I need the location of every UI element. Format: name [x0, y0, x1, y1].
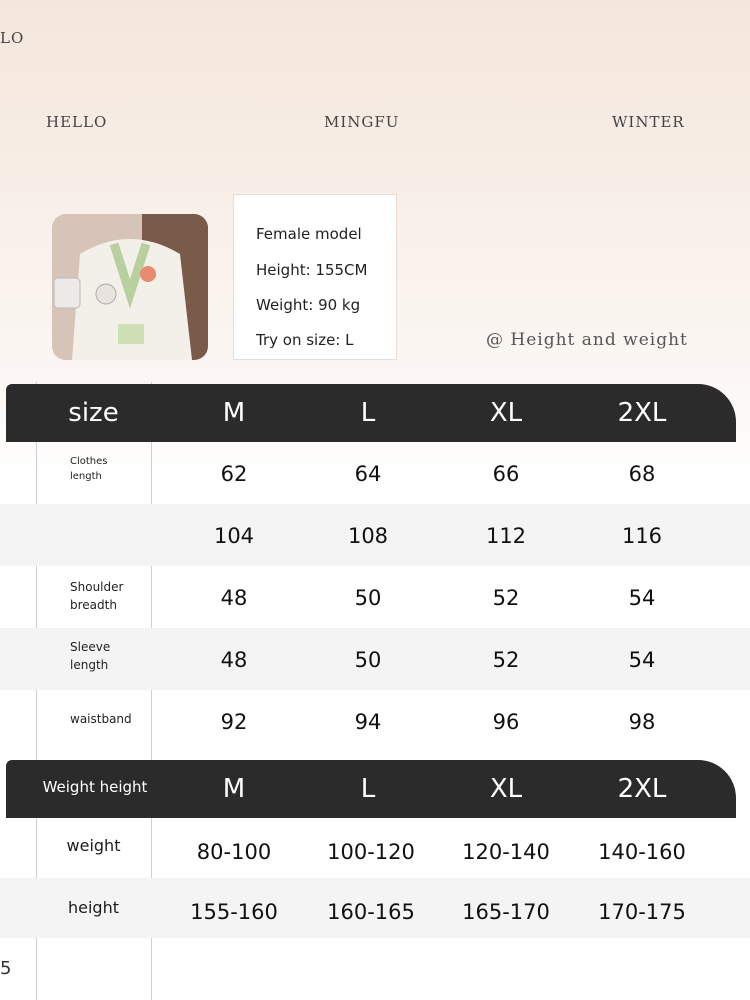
value-cell: 66 [492, 462, 520, 486]
value-cell: 50 [354, 586, 382, 610]
size-header-l: L [360, 398, 376, 428]
weight-header-l: L [360, 774, 376, 804]
value-cell: 165-170 [462, 900, 550, 924]
model-info-card [233, 194, 397, 360]
header-word-mingfu: MINGFU [324, 113, 400, 131]
value-cell: 160-165 [327, 900, 415, 924]
value-cell: 94 [354, 710, 382, 734]
value-cell: 80-100 [196, 840, 272, 864]
size-header-xl: XL [489, 398, 523, 428]
value-cell: 140-160 [598, 840, 686, 864]
height-weight-caption: @ Height and weight [486, 330, 688, 350]
size-table-row [0, 566, 750, 628]
value-cell: 120-140 [462, 840, 550, 864]
value-cell: 54 [628, 648, 656, 672]
row-label-waistband: waistband [70, 712, 132, 726]
size-table-header [6, 384, 736, 442]
edge-text: 5 [0, 958, 12, 979]
value-cell: 98 [628, 710, 656, 734]
model-photo [52, 214, 208, 360]
size-header-m: M [222, 398, 246, 428]
value-cell: 62 [220, 462, 248, 486]
row-label-weight: weight [66, 836, 121, 855]
value-cell: 104 [213, 524, 255, 548]
value-cell: 64 [354, 462, 382, 486]
row-label-height: height [68, 898, 119, 917]
model-weight: Weight: 90 kg [256, 296, 361, 314]
row-label-shoulder-breadth: Shoulder breadth [70, 580, 124, 612]
weight-table-row [0, 818, 750, 878]
weight-header-2xl: 2XL [617, 774, 667, 804]
model-try-on-size: Try on size: L [256, 331, 354, 349]
model-photo-illustration [52, 214, 208, 360]
row-label-sleeve-length: Sleeve length [70, 640, 111, 672]
size-table-row [0, 442, 750, 504]
value-cell: 50 [354, 648, 382, 672]
value-cell: 68 [628, 462, 656, 486]
size-table-row [0, 504, 750, 566]
weight-header-xl: XL [489, 774, 523, 804]
value-cell: 48 [220, 586, 248, 610]
header-word-hello: HELLO [46, 113, 108, 131]
value-cell: 92 [220, 710, 248, 734]
model-title: Female model [256, 225, 362, 243]
value-cell: 54 [628, 586, 656, 610]
value-cell: 96 [492, 710, 520, 734]
header-word-winter: WINTER [612, 113, 685, 131]
value-cell: 52 [492, 648, 520, 672]
row-label-clothes-length: Clothes length [70, 456, 108, 482]
weight-table-row [0, 878, 750, 938]
value-cell: 170-175 [598, 900, 686, 924]
value-cell: 108 [347, 524, 389, 548]
value-cell: 116 [621, 524, 663, 548]
value-cell: 48 [220, 648, 248, 672]
size-header-2xl: 2XL [617, 398, 667, 428]
corner-text: LO [0, 29, 25, 47]
value-cell: 112 [485, 524, 527, 548]
size-header-label: size [68, 398, 119, 428]
value-cell: 155-160 [190, 900, 278, 924]
size-table-row [0, 690, 750, 752]
weight-table-header [6, 760, 736, 818]
weight-header-m: M [222, 774, 246, 804]
value-cell: 100-120 [327, 840, 415, 864]
weight-header-label: Weight height [42, 778, 148, 796]
model-height: Height: 155CM [256, 261, 368, 279]
size-table-row [0, 628, 750, 690]
value-cell: 52 [492, 586, 520, 610]
